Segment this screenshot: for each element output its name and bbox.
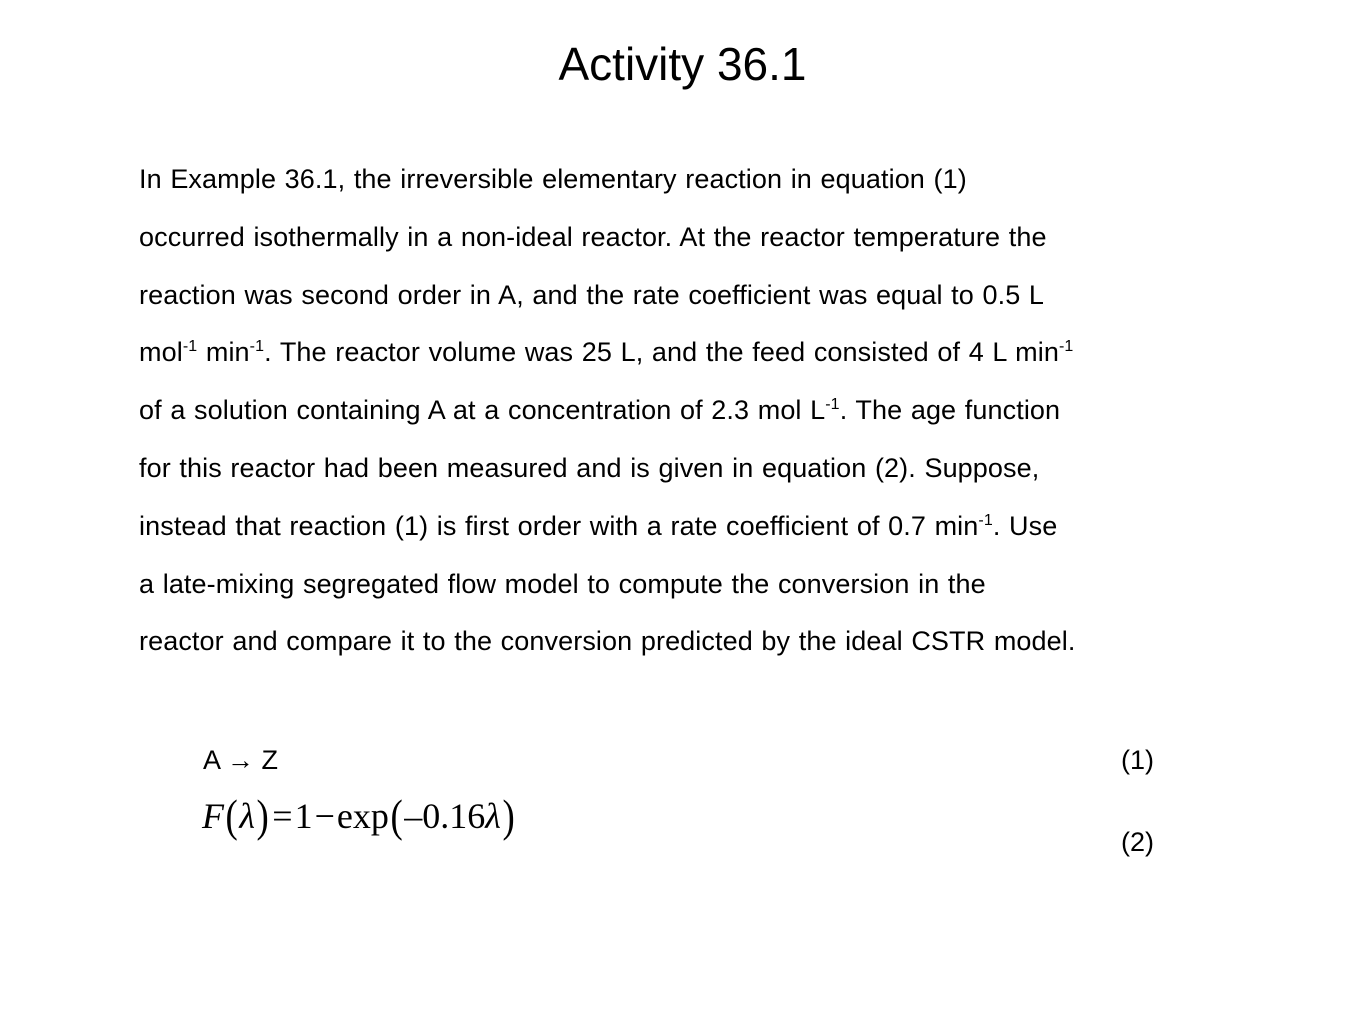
equation-2-number: (2) [1121,827,1154,857]
text-line: for this reactor had been measured and is given in equation (2). Suppose, [139,452,1040,483]
eq2-one: 1 [294,796,313,836]
text-fragment: min [197,337,250,368]
superscript: -1 [1058,338,1074,356]
eq2-left-paren: ( [225,790,238,841]
problem-statement [139,151,1239,671]
equation-2 [202,792,516,840]
text-line [139,498,1239,556]
eq2-lambda: λ [485,796,501,836]
text-line [139,324,1239,382]
text-line: occurred isothermally in a non-ideal reactor. At the reactor temperature the [139,221,1047,252]
text-fragment: mol [139,337,183,368]
text-fragment: instead that reaction (1) is first order with a rate coefficient of 0.7 min [139,510,979,541]
superscript: -1 [249,338,265,356]
text-line [139,382,1239,440]
text-line: reaction was second order in A, and the rate coefficient was equal to 0.5 L [139,279,1045,310]
eq2-lambda: λ [239,796,255,836]
eq2-equals: = [272,796,293,836]
text-line: reactor and compare it to the conversion predicted by the ideal CSTR model. [139,626,1076,657]
eq2-negative: – [404,796,423,836]
text-fragment: . Use [992,510,1058,541]
superscript: -1 [825,396,840,414]
slide-title: Activity 36.1 [558,38,807,90]
eq2-right-paren: ) [256,790,269,841]
superscript: -1 [182,338,198,356]
text-line: a late-mixing segregated flow model to compute the conversion in the [139,568,986,599]
equation-1-number: (1) [1121,745,1154,775]
eq2-right-paren: ) [502,790,515,841]
text-line: In Example 36.1, the irreversible elementary reaction in equation (1) [139,164,967,194]
eq2-coefficient: 0.16 [422,796,486,836]
superscript: -1 [978,511,993,529]
text-fragment: . The reactor volume was 25 L, and the feed consisted of 4 L min [264,337,1059,368]
eq2-function: F [202,796,224,836]
eq2-minus: − [314,796,335,836]
equation-1: A → Z [203,745,279,775]
text-fragment: of a solution containing A at a concentration of 2.3 mol L [139,395,826,426]
eq2-left-paren: ( [390,790,403,841]
eq2-exp: exp [336,796,389,836]
text-fragment: . The age function [839,395,1061,426]
